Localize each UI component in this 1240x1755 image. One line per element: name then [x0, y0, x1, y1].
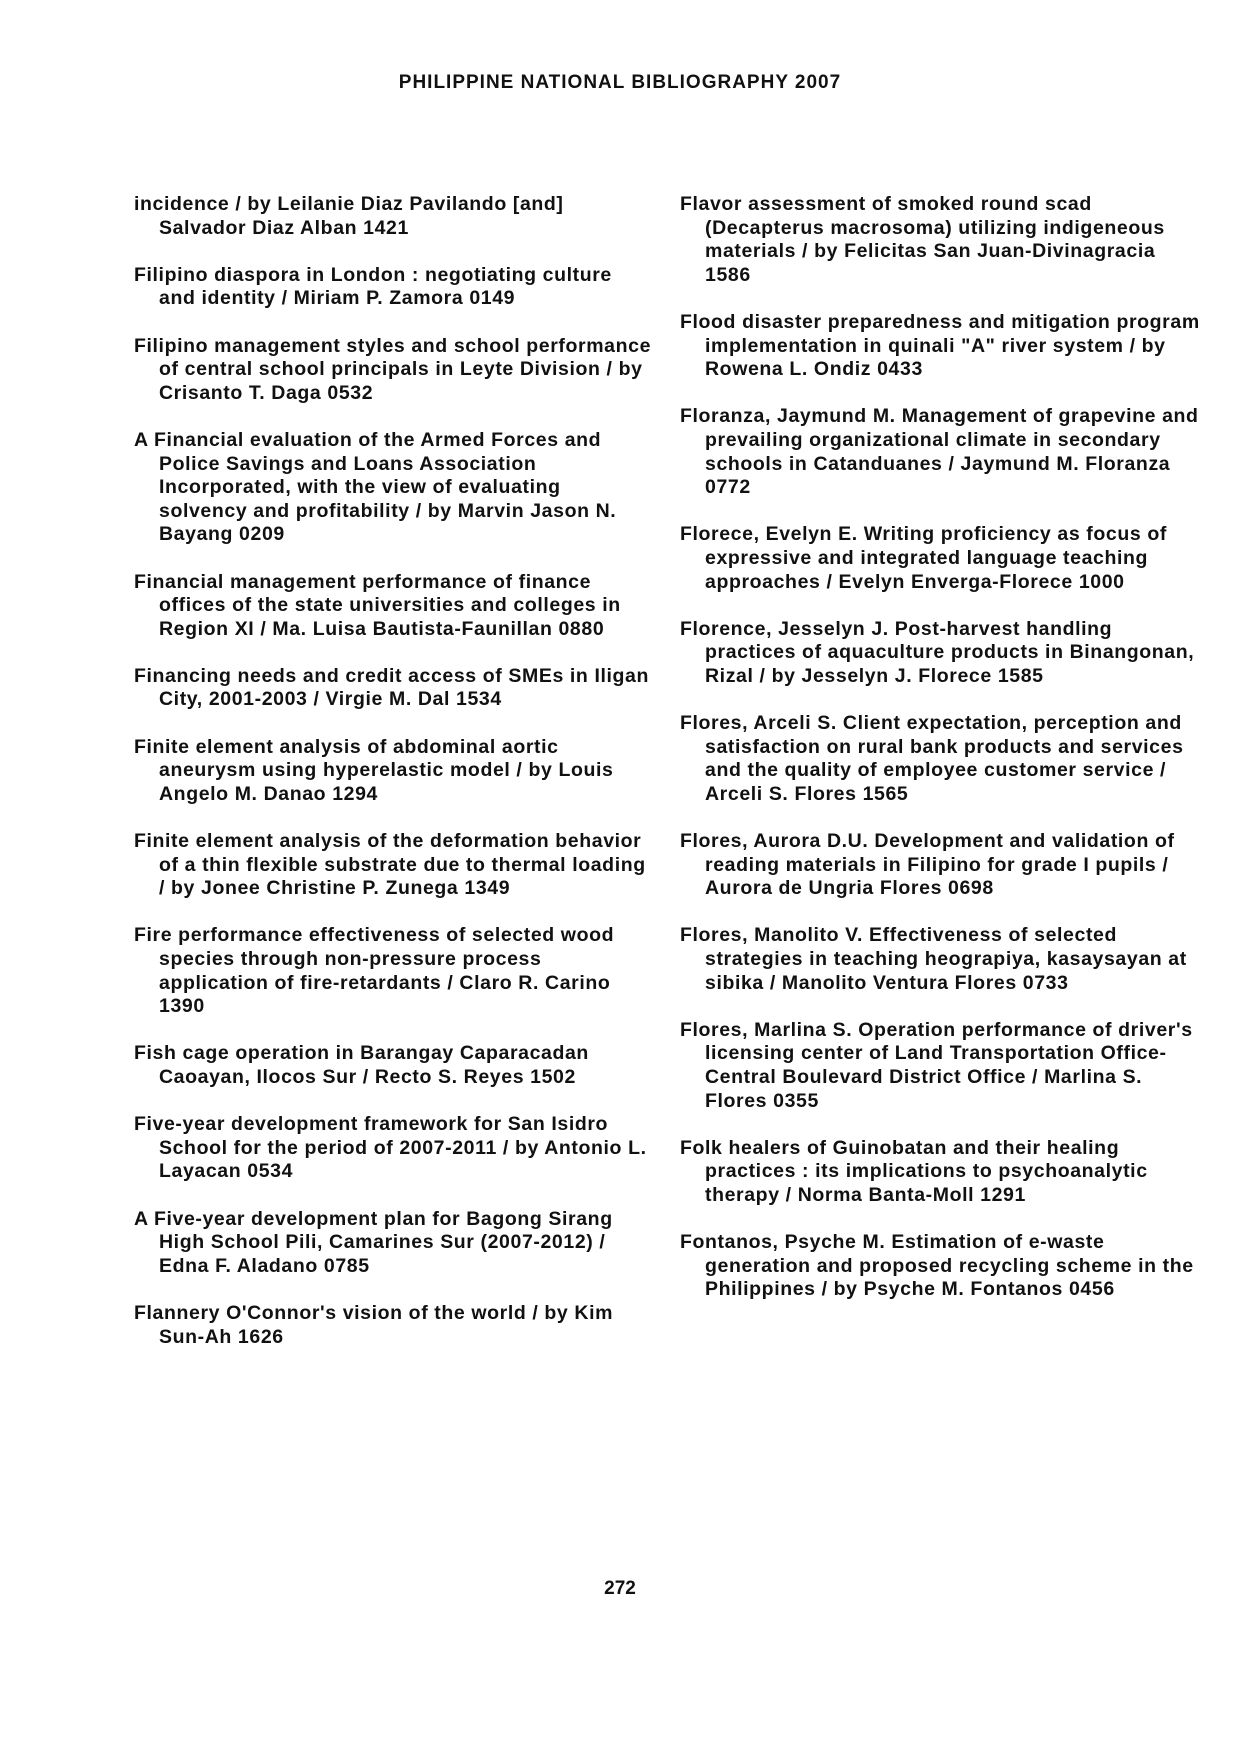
bibliography-entry: Filipino diaspora in London : negotiating culture and identity / Miriam P. Zamora 0149	[134, 263, 612, 310]
bibliography-entry: incidence / by Leilanie Diaz Pavilando [and] Salvador Diaz Alban 1421	[134, 193, 564, 239]
bibliography-entry: Folk healers of Guinobatan and their healing practices : its implications to psychoanalytic therapy / Norma Banta-Moll 1291	[680, 1136, 1148, 1206]
bibliography-entry: A Five-year development plan for Bagong Sirang High School Pili, Camarines Sur (2007-2012) / Edna F. Aladano 0785	[134, 1207, 613, 1277]
bibliography-entry: Finite element analysis of abdominal aortic aneurysm using hyperelastic model / by Louis Angelo M. Danao 1294	[134, 735, 614, 805]
left-column	[134, 193, 654, 1373]
bibliography-entry: A Financial evaluation of the Armed Forces and Police Savings and Loans Association Incorporated, with the view of evaluating solvency and profitability / by Marvin Jason N. Bayang 0209	[134, 428, 617, 546]
bibliography-entry: Filipino management styles and school performance of central school principals in Leyte Division / by Crisanto T. Daga 0532	[134, 334, 652, 404]
bibliography-entry: Floranza, Jaymund M. Management of grapevine and prevailing organizational climate in secondary schools in Catanduanes / Jaymund M. Floranza 0772	[680, 405, 1199, 499]
right-column	[680, 193, 1200, 1326]
bibliography-entry: Fontanos, Psyche M. Estimation of e-waste generation and proposed recycling scheme in the Philippines / by Psyche M. Fontanos 0456	[680, 1231, 1194, 1301]
bibliography-entry: Flores, Aurora D.U. Development and validation of reading materials in Filipino for grade I pupils / Aurora de Ungria Flores 0698	[680, 830, 1175, 900]
bibliography-entry: Flood disaster preparedness and mitigation program implementation in quinali "A" river system / by Rowena L. Ondiz 0433	[680, 310, 1200, 381]
bibliography-entry: Flannery O'Connor's vision of the world / by Kim Sun-Ah 1626	[134, 1301, 614, 1348]
bibliography-entry: Flavor assessment of smoked round scad (Decapterus macrosoma) utilizing indigeneous materials / by Felicitas San Juan-Divinagracia 1586	[680, 193, 1165, 286]
bibliography-entry: Fish cage operation in Barangay Caparacadan Caoayan, Ilocos Sur / Recto S. Reyes 1502	[134, 1042, 589, 1088]
bibliography-entry: Financing needs and credit access of SMEs in Iligan City, 2001-2003 / Virgie M. Dal 1534	[134, 664, 649, 711]
bibliography-entry: Fire performance effectiveness of selected wood species through non-pressure process application of fire-retardants / Claro R. Carino 1390	[134, 924, 615, 1018]
bibliography-entry: Flores, Manolito V. Effectiveness of selected strategies in teaching heograpiya, kasaysayan at sibika / Manolito Ventura Flores 0733	[680, 924, 1187, 994]
bibliography-entry: Flores, Arceli S. Client expectation, perception and satisfaction on rural bank products and services and the quality of employee customer service / Arceli S. Flores 1565	[680, 712, 1184, 805]
page-header: PHILIPPINE NATIONAL BIBLIOGRAPHY 2007	[398, 72, 842, 93]
bibliography-entry: Florece, Evelyn E. Writing proficiency as focus of expressive and integrated language teaching approaches / Evelyn Enverga-Florece 1000	[680, 523, 1167, 593]
bibliography-entry: Finite element analysis of the deformation behavior of a thin flexible substrate due to thermal loading / by Jonee Christine P. Zunega 1349	[134, 830, 646, 900]
bibliography-entry: Five-year development framework for San Isidro School for the period of 2007-2011 / by Antonio L. Layacan 0534	[134, 1113, 647, 1183]
bibliography-entry: Florence, Jesselyn J. Post-harvest handling practices of aquaculture products in Binangonan, Rizal / by Jesselyn J. Florece 1585	[680, 617, 1195, 687]
page-number: 272	[604, 1578, 636, 1599]
bibliography-entry: Financial management performance of finance offices of the state universities and colleges in Region XI / Ma. Luisa Bautista-Faunillan 0880	[134, 570, 621, 640]
bibliography-entry: Flores, Marlina S. Operation performance of driver's licensing center of Land Transportation Office-Central Boulevard District Office / Marlina S. Flores 0355	[680, 1018, 1193, 1112]
